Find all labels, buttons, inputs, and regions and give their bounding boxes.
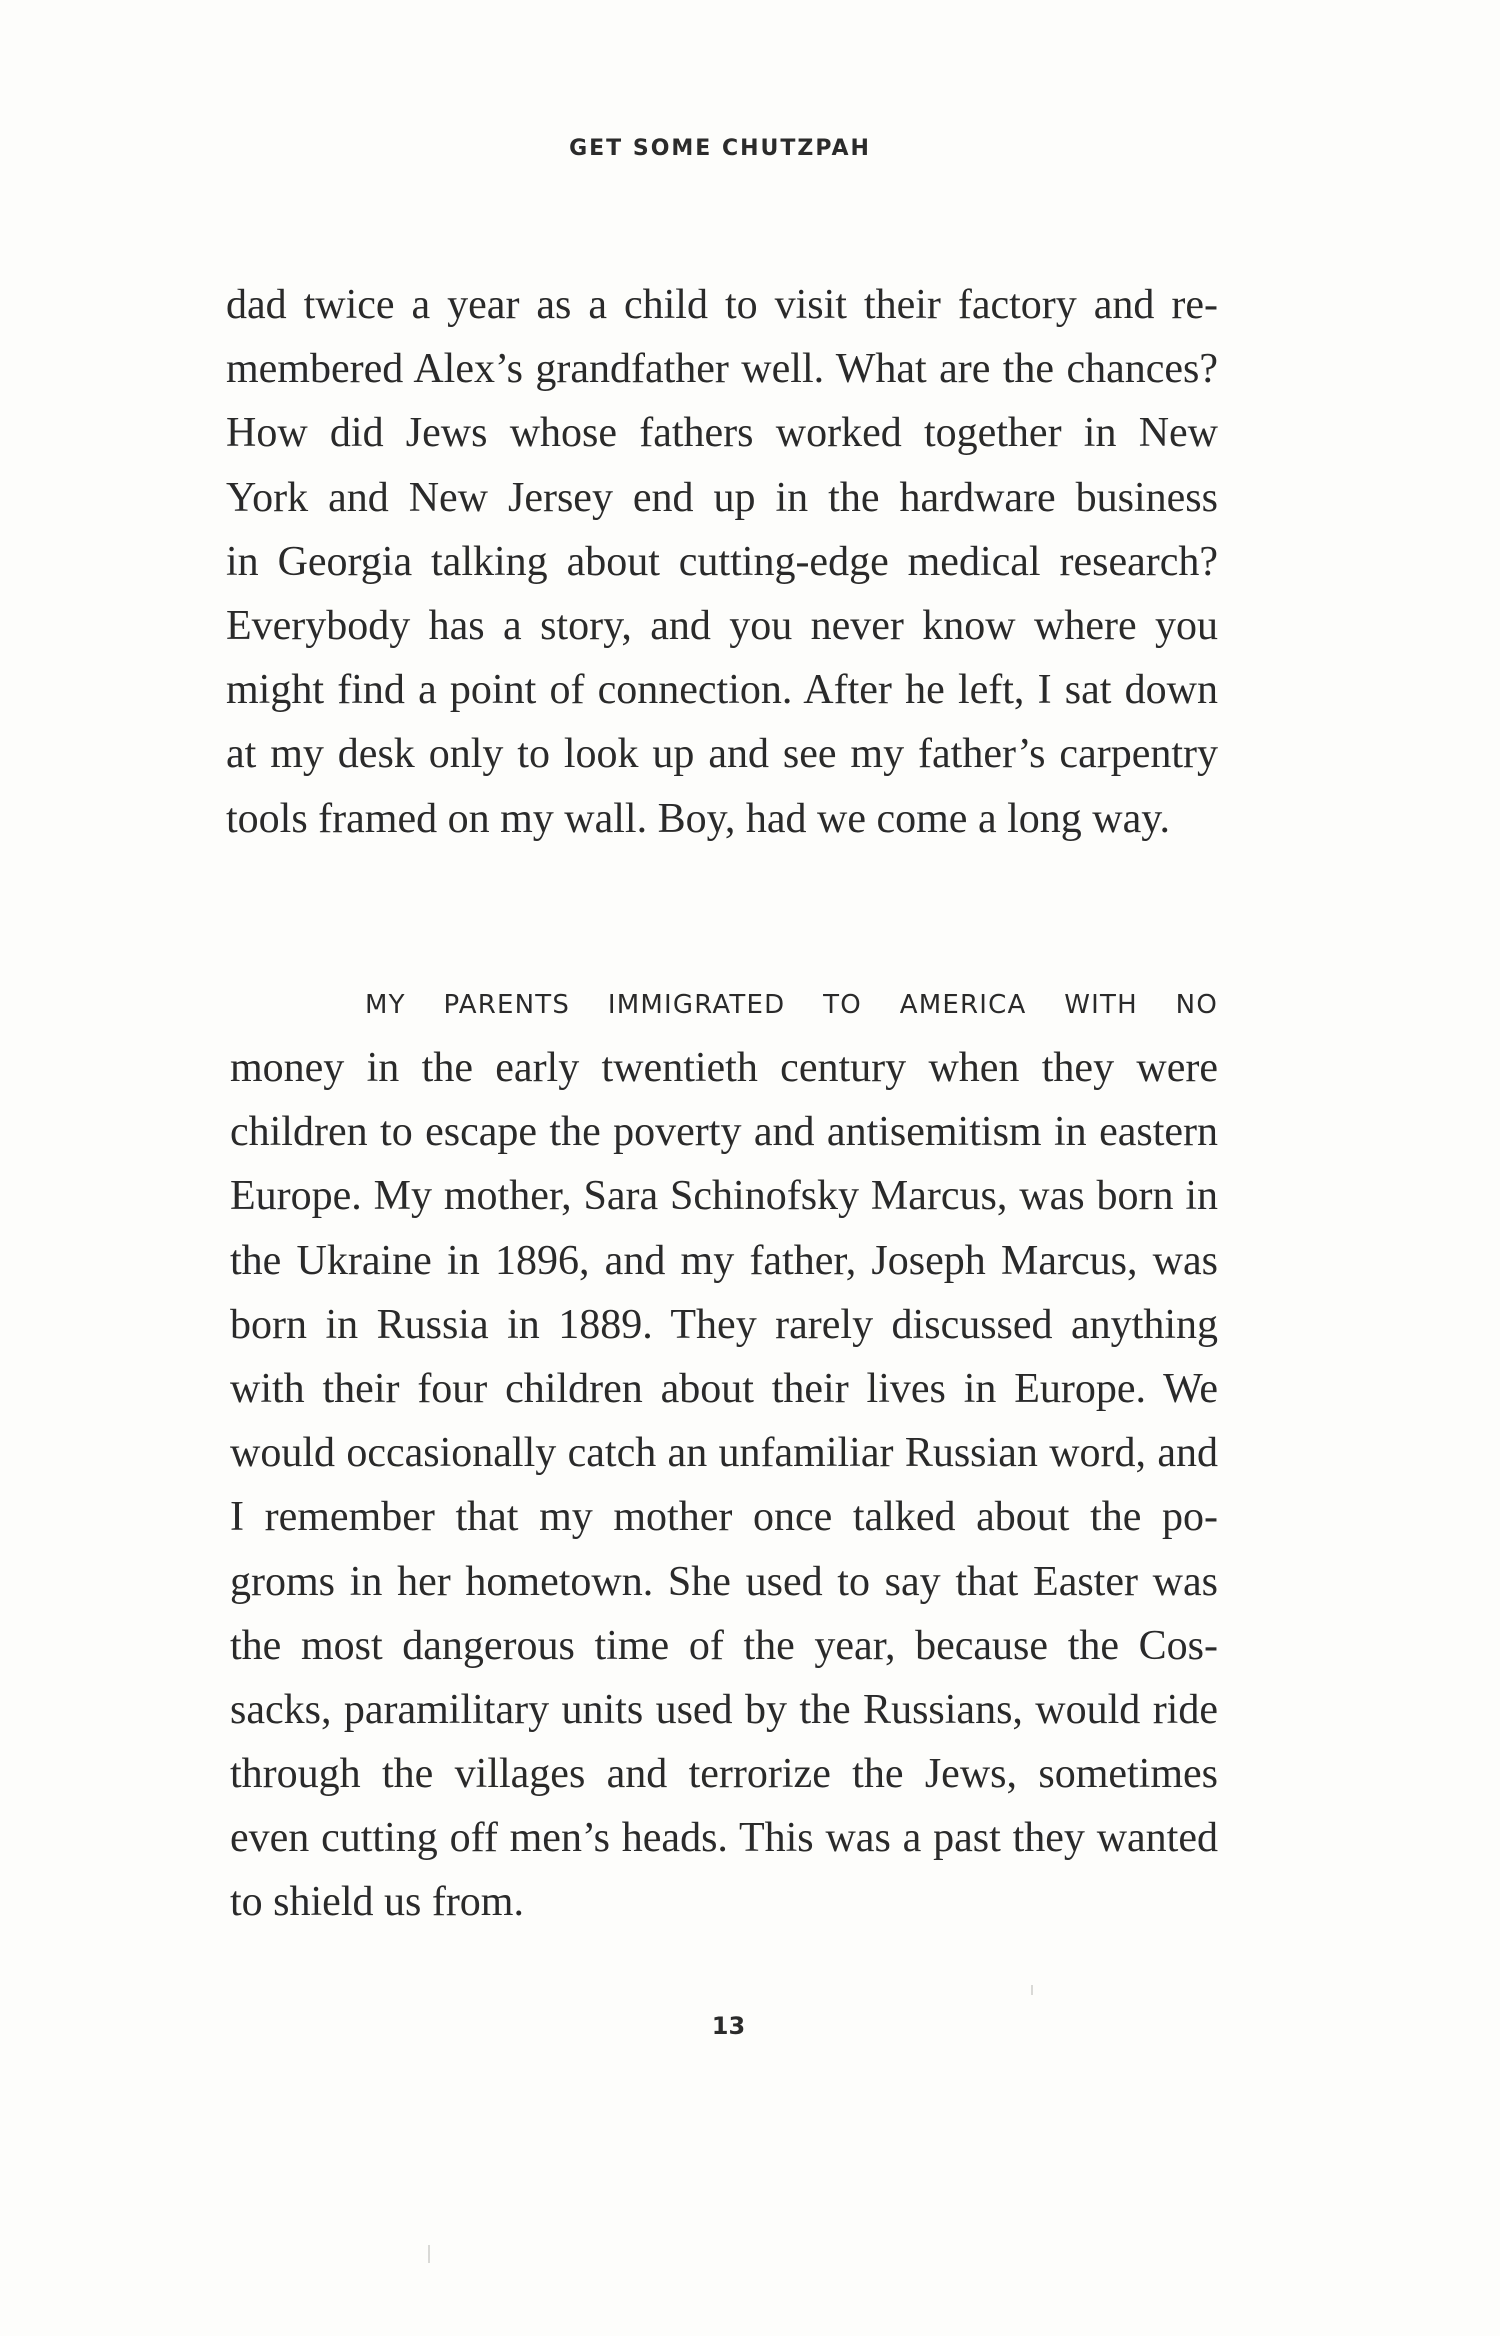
- running-head: GET SOME CHUTZPAH: [569, 136, 871, 161]
- text-line: children to escape the poverty and antisemitism in eastern: [230, 1109, 1218, 1156]
- text-line: the Ukraine in 1896, and my father, Joseph Marcus, was: [230, 1237, 1218, 1284]
- text-line: sacks, paramilitary units used by the Russians, would ride: [230, 1686, 1218, 1733]
- text-line: would occasionally catch an unfamiliar Russian word, and: [230, 1430, 1218, 1477]
- text-line: Europe. My mother, Sara Schinofsky Marcus, was born in: [230, 1173, 1218, 1220]
- text-line: Everybody has a story, and you never know where you: [226, 602, 1218, 649]
- text-line: might find a point of connection. After he left, I sat down: [226, 667, 1218, 714]
- text-line: through the villages and terrorize the Jews, sometimes: [230, 1751, 1218, 1798]
- scan-artifact: [1031, 1985, 1033, 1995]
- text-line: How did Jews whose fathers worked together in New: [226, 410, 1218, 457]
- text-line: the most dangerous time of the year, because the Cos-: [230, 1622, 1218, 1669]
- text-line: even cutting off men’s heads. This was a past they wanted: [230, 1815, 1218, 1862]
- text-line: dad twice a year as a child to visit their factory and re-: [226, 282, 1218, 328]
- text-line: I remember that my mother once talked about the po-: [230, 1494, 1218, 1541]
- text-line: with their four children about their lives in Europe. We: [230, 1365, 1218, 1412]
- text-line: in Georgia talking about cutting-edge medical research?: [226, 538, 1218, 585]
- scan-artifact: [428, 2245, 430, 2263]
- section-lead-in: MY PARENTS IMMIGRATED TO AMERICA WITH NO: [365, 990, 1218, 1020]
- text-line: at my desk only to look up and see my father’s carpentry: [226, 731, 1218, 778]
- text-line: tools framed on my wall. Boy, had we come a long way.: [226, 795, 1170, 842]
- text-line: membered Alex’s grandfather well. What are the chances?: [226, 346, 1218, 393]
- text-line: York and New Jersey end up in the hardware business: [226, 474, 1218, 521]
- text-line: groms in her hometown. She used to say that Easter was: [230, 1558, 1218, 1605]
- paragraph-section-start: [230, 1036, 1218, 1935]
- text-line: to shield us from.: [230, 1879, 524, 1926]
- text-line: money in the early twentieth century when they were: [230, 1045, 1218, 1091]
- text-line: born in Russia in 1889. They rarely discussed anything: [230, 1301, 1218, 1348]
- paragraph-continued: [226, 273, 1218, 851]
- page-number: 13: [711, 2012, 746, 2040]
